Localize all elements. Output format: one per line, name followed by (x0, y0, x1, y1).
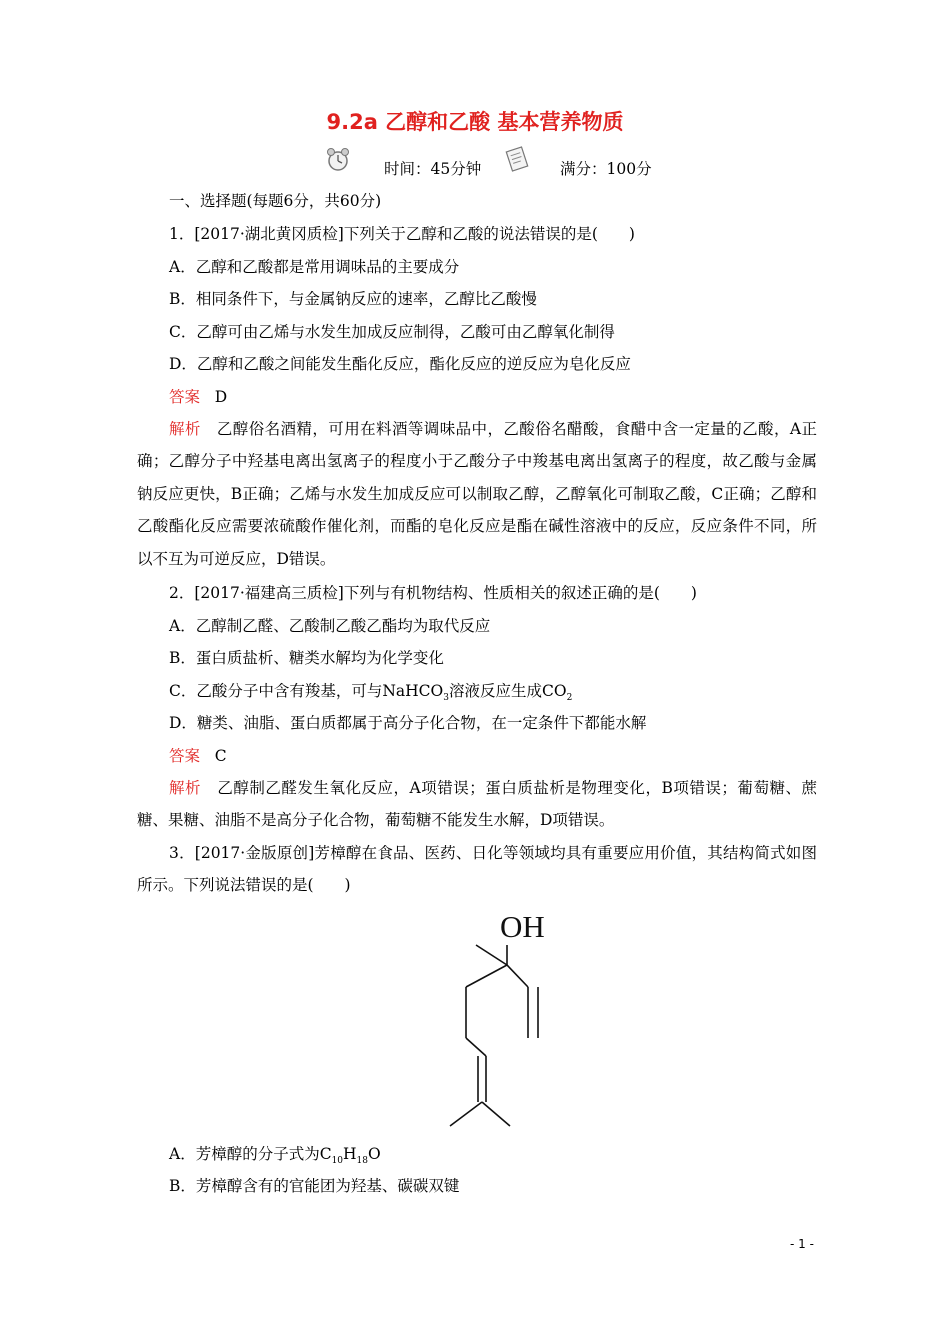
formula-element: H (343, 1145, 357, 1163)
section-heading: 一、选择题(每题6分，共60分) (169, 192, 382, 210)
q2-answer (169, 746, 227, 766)
subscript: 3 (443, 693, 449, 703)
subscript: 10 (331, 1156, 344, 1166)
q1-option-b: B．相同条件下，与金属钠反应的速率，乙醇比乙酸慢 (169, 290, 537, 308)
answer-value: D (214, 388, 228, 406)
paper-sheet-icon (503, 146, 531, 172)
analysis-label: 解析 (169, 779, 202, 797)
time-limit: 时间：45分钟 (384, 160, 482, 178)
q2-option-d: D．糖类、油脂、蛋白质都属于高分子化合物，在一定条件下都能水解 (169, 714, 647, 732)
full-score: 满分：100分 (560, 160, 652, 178)
answer-value: C (214, 747, 227, 765)
linalool-structure-diagram (440, 905, 560, 1135)
q3-stem: 3．[2017·金版原创]芳樟醇在食品、医药、日化等领域均具有重要应用价值，其结构简式如图所示。下列说法错误的是( ) (137, 844, 817, 895)
q1-option-d: D．乙醇和乙酸之间能发生酯化反应，酯化反应的逆反应为皂化反应 (169, 355, 631, 373)
alarm-clock-icon (325, 147, 351, 173)
q3-option-b: B．芳樟醇含有的官能团为羟基、碳碳双键 (169, 1177, 460, 1195)
analysis-text: 乙醇俗名酒精，可用在料酒等调味品中，乙酸俗名醋酸，食醋中含一定量的乙酸，A正确；乙醇分子中羟基电离出氢离子的程度小于乙酸分子中羧基电离出氢离子的程度，故乙酸与金属钠反应更快，B正确；乙烯与水发生加成反应可以制取乙醇，乙醇氧化可制取乙酸，C正确；乙醇和乙酸酯化反应需要浓硫酸作催化剂，而酯的皂化反应是酯在碱性溶液中的反应，反应条件不同，所以不互为可逆反应，D错误。 (137, 420, 817, 568)
q3-option-a-text: A．芳樟醇的分子式为C (169, 1145, 332, 1163)
q1-analysis (137, 413, 817, 575)
q1-option-a: A．乙醇和乙酸都是常用调味品的主要成分 (169, 258, 460, 276)
q2-option-c-text: C．乙酸分子中含有羧基，可与NaHCO (169, 682, 444, 700)
formula-element: O (368, 1145, 381, 1163)
hydroxyl-label: OH (500, 909, 545, 944)
analysis-label: 解析 (169, 420, 201, 438)
q1-option-c: C．乙醇可由乙烯与水发生加成反应制得，乙酸可由乙醇氧化制得 (169, 323, 615, 341)
subscript: 2 (566, 693, 573, 703)
q2-option-b: B．蛋白质盐析、糖类水解均为化学变化 (169, 649, 444, 667)
answer-label: 答案 (169, 388, 201, 406)
page-title: 9.2a 乙醇和乙酸 基本营养物质 (326, 110, 624, 134)
q2-analysis (137, 772, 817, 837)
page-number: - 1 - (790, 1237, 814, 1251)
answer-label: 答案 (169, 747, 201, 765)
q2-option-a: A．乙醇制乙醛、乙酸制乙酸乙酯均为取代反应 (169, 617, 491, 635)
q1-stem: 1．[2017·湖北黄冈质检]下列关于乙醇和乙酸的说法错误的是( ) (169, 225, 635, 243)
q2-option-c (169, 681, 572, 701)
analysis-text: 乙醇制乙醛发生氧化反应，A项错误；蛋白质盐析是物理变化，B项错误；葡萄糖、蔗糖、果糖、油脂不是高分子化合物，葡萄糖不能发生水解，D项错误。 (137, 779, 817, 830)
q2-stem: 2．[2017·福建高三质检]下列与有机物结构、性质相关的叙述正确的是( ) (169, 584, 697, 602)
q1-answer (169, 387, 227, 407)
q2-option-c-text-2: 溶液反应生成CO (448, 682, 567, 700)
subscript: 18 (356, 1156, 368, 1166)
q3-option-a (169, 1144, 381, 1164)
